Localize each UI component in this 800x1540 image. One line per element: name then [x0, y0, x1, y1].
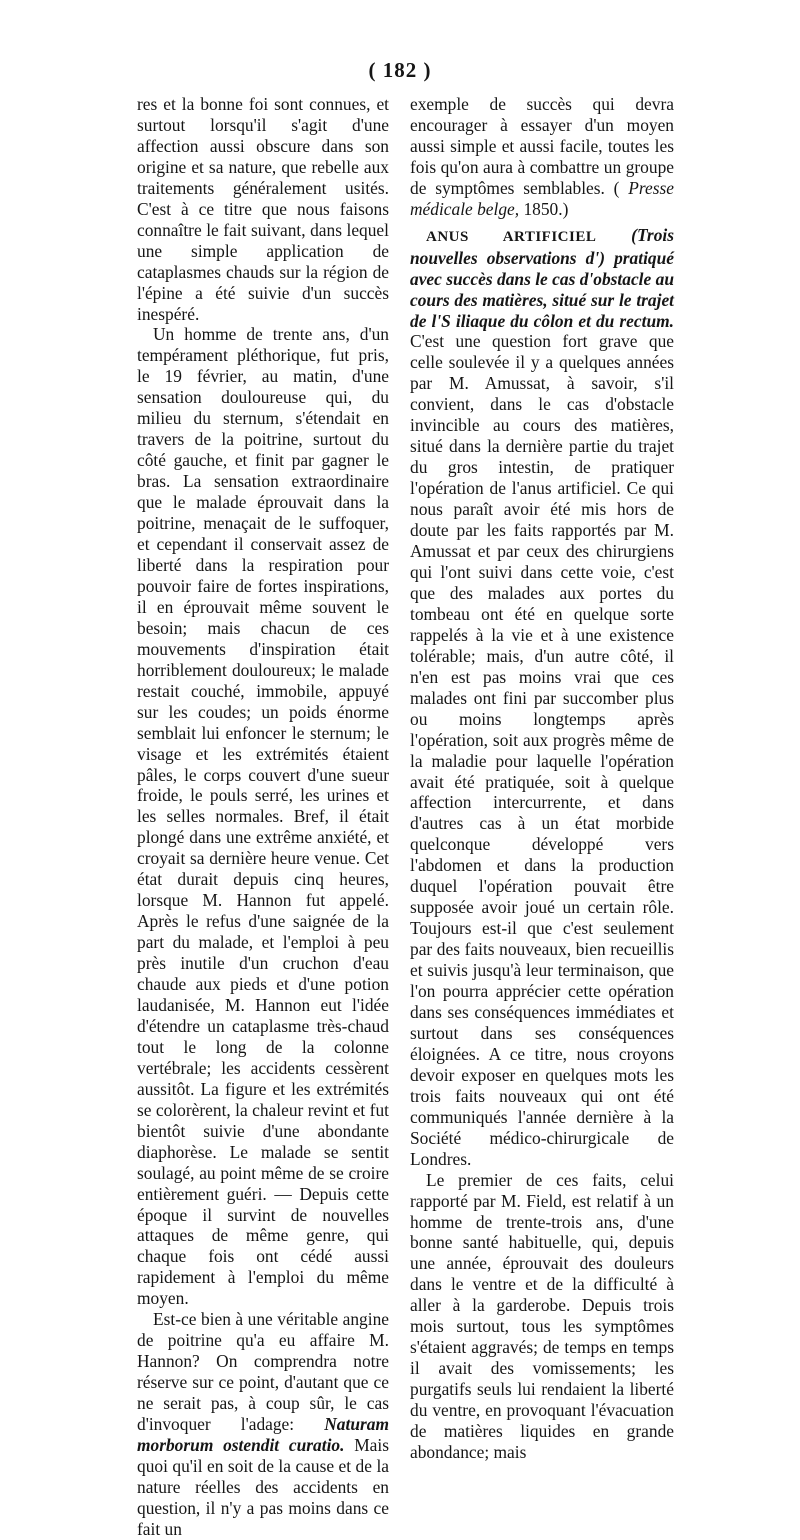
latin-quote: Naturam morborum ostendit curatio.	[137, 1414, 389, 1455]
paragraph-1: res et la bonne foi sont connues, et surtout lorsqu'il s'agit d'une affection aussi obscure dans son origine et sa nature, que rebelle aux traitements généralement usités. C'est à ce titre que nous faisons connaître le fait suivant, dans lequel une simple application de cataplasmes chauds sur la région de l'épine a été suivie d'un succès inespéré.	[137, 94, 389, 324]
article-paragraph	[410, 225, 674, 1170]
source-citation: Presse médicale belge,	[410, 177, 674, 219]
paragraph-continued	[410, 94, 674, 220]
paragraph-3	[137, 1309, 389, 1539]
text-segment: 1850.)	[519, 198, 569, 219]
page-number: ( 182 )	[368, 58, 432, 82]
text-segment: Est-ce bien à une véritable angine de poitrine qu'a eu affaire M. Hannon? On comprendra notre réserve sur ce point, d'autant que ce ne serait pas, à coup sûr, le cas d'invoquer l'adage:	[137, 1309, 389, 1435]
text-segment: exemple de succès qui devra encourager à essayer d'un moyen aussi simple et aussi facile, toutes les fois qu'on aura à combattre un groupe de symptômes semblables. (	[410, 94, 674, 198]
article-subtitle: (Trois nouvelles observations d') pratiqué avec succès dans le cas d'obstacle au cours des matières, situé sur le trajet de l'S iliaque du côlon et du rectum.	[410, 224, 674, 331]
article-heading: ANUS ARTIFICIEL	[426, 228, 597, 245]
paragraph-4: Le premier de ces faits, celui rapporté par M. Field, est relatif à un homme de trente-trois ans, d'une bonne santé habituelle, qui, depuis une année, éprouvait des douleurs dans le ventre et de la difficulté à aller à la garderobe. Depuis trois mois surtout, tous les symptômes s'étaient aggravés; de temps en temps il avait des vomissements; les purgatifs seuls lui rendaient la liberté du ventre, en provoquant l'évacuation de matières liquides en grande abondance; mais	[410, 1169, 674, 1462]
paragraph-2: Un homme de trente ans, d'un tempérament pléthorique, fut pris, le 19 février, au matin, d'une sensation douloureuse qui, du milieu du sternum, s'étendait en travers de la poitrine, surtout du côté gauche, et finit par gagner le bras. La sensation extraordinaire que le malade éprouvait dans la poitrine, menaçait de le suffoquer, et cependant il conservait assez de liberté dans la respiration pour pouvoir faire de fortes inspirations, il en éprouvait même souvent le besoin; mais chacun de ces mouvements d'inspiration était horriblement douloureux; le malade restait couché, immobile, appuyé sur les coudes; un poids énorme semblait lui enfoncer le sternum; le visage et les extrémités étaient pâles, le corps couvert d'une sueur froide, le pouls serré, les urines et les selles normales. Bref, il était plongé dans une extrême anxiété, et croyait sa dernière heure venue. Cet état durait depuis cinq heures, lorsque M. Hannon fut appelé. Après le refus d'une saignée de la part du malade, et l'emploi à peu près inutile d'un cruchon d'eau chaude aux pieds et d'une potion laudanisée, M. Hannon eut l'idée d'étendre un cataplasme très-chaud tout le long de la colonne vertébrale; les accidents cessèrent aussitôt. La figure et les extrémités se colorèrent, la chaleur revint et fut bientôt suivie d'une abondante diaphorèse. Le malade se sentit soulagé, au point même de se croire entièrement guéri. — Depuis cette époque il survint de nouvelles attaques de même genre, qui chaque fois ont cédé aussi rapidement à l'emploi du même moyen.	[137, 324, 389, 1309]
right-column	[410, 94, 674, 1463]
left-column	[137, 94, 389, 1540]
text-segment: C'est une question fort grave que celle soulevée il y a quelques années par M. Amussat, à savoir, s'il convient, dans le cas d'obstacle invincible au cours des matières, situé dans la dernière partie du trajet du gros intestin, de pratiquer l'opération de l'anus artificiel. Ce qui nous paraît avoir été mis hors de doute par les faits rapportés par M. Amussat et par ceux des chirurgiens qui l'ont suivi dans cette voie, c'est que des malades aux portes du tombeau ont été en quelque sorte rappelés à la vie et à une existence tolérable; mais, d'un autre côté, il n'en est pas moins vrai que ces malades ont fini par succomber plus ou moins longtemps après l'opération, soit aux progrès même de la maladie pour laquelle l'opération avait été pratiquée, soit à quelque affection intercurrente, et dans d'autres cas à un état morbide quelconque développé vers l'abdomen et dans la production duquel l'opération pouvait être supposée avoir joué un certain rôle. Toujours est-il que c'est seulement par des faits nouveaux, bien recueillis et suivis jusqu'à leur terminaison, que l'on pourra apprécier cette opération dans ses conséquences immédiates et surtout dans ses conséquences éloignées. A ce titre, nous croyons devoir exposer en quelques mots les trois faits nouveaux qui ont été communiqués l'année dernière à la Société médico-chirurgicale de Londres.	[410, 331, 674, 1169]
text-segment: Mais quoi qu'il en soit de la cause et de la nature réelles des accidents en question, il n'y a pas moins dans ce fait un	[137, 1435, 389, 1539]
